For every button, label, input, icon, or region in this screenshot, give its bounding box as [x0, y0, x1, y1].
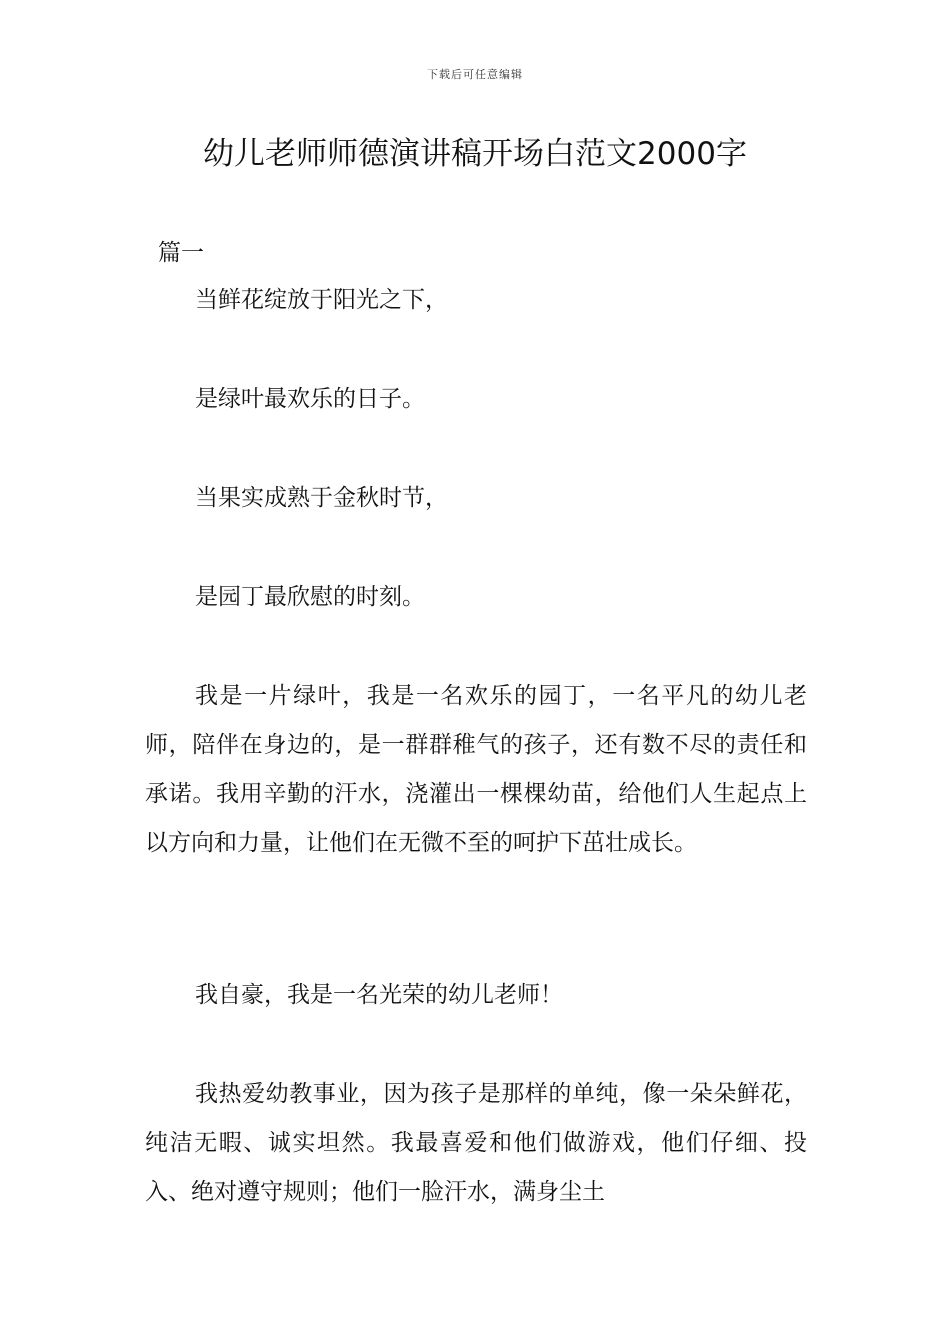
paragraph: 当果实成熟于金秋时节，: [195, 485, 448, 511]
header-note: 下载后可任意编辑: [427, 68, 523, 81]
paragraph: 我自豪，我是一名光荣的幼儿老师！: [195, 982, 563, 1008]
paragraph: 当鲜花绽放于阳光之下，: [195, 287, 448, 313]
section-label: 篇一: [158, 240, 204, 266]
paragraph: 我是一片绿叶，我是一名欢乐的园丁，一名平凡的幼儿老师，陪伴在身边的，是一群群稚气的孩子，还有数不尽的责任和承诺。我用辛勤的汗水，浇灌出一棵棵幼苗，给他们人生起点上以方向和力量，让他们在无微不至的呵护下茁壮成长。: [145, 683, 807, 856]
paragraph: 是园丁最欣慰的时刻。: [195, 584, 425, 610]
paragraph: 是绿叶最欢乐的日子。: [195, 386, 425, 412]
paragraph: 我热爱幼教事业，因为孩子是那样的单纯，像一朵朵鲜花，纯洁无暇、诚实坦然。我最喜爱和他们做游戏，他们仔细、投入、绝对遵守规则；他们一脸汗水，满身尘土: [145, 1081, 807, 1205]
document-title: 幼儿老师师德演讲稿开场白范文2000字: [203, 136, 747, 172]
